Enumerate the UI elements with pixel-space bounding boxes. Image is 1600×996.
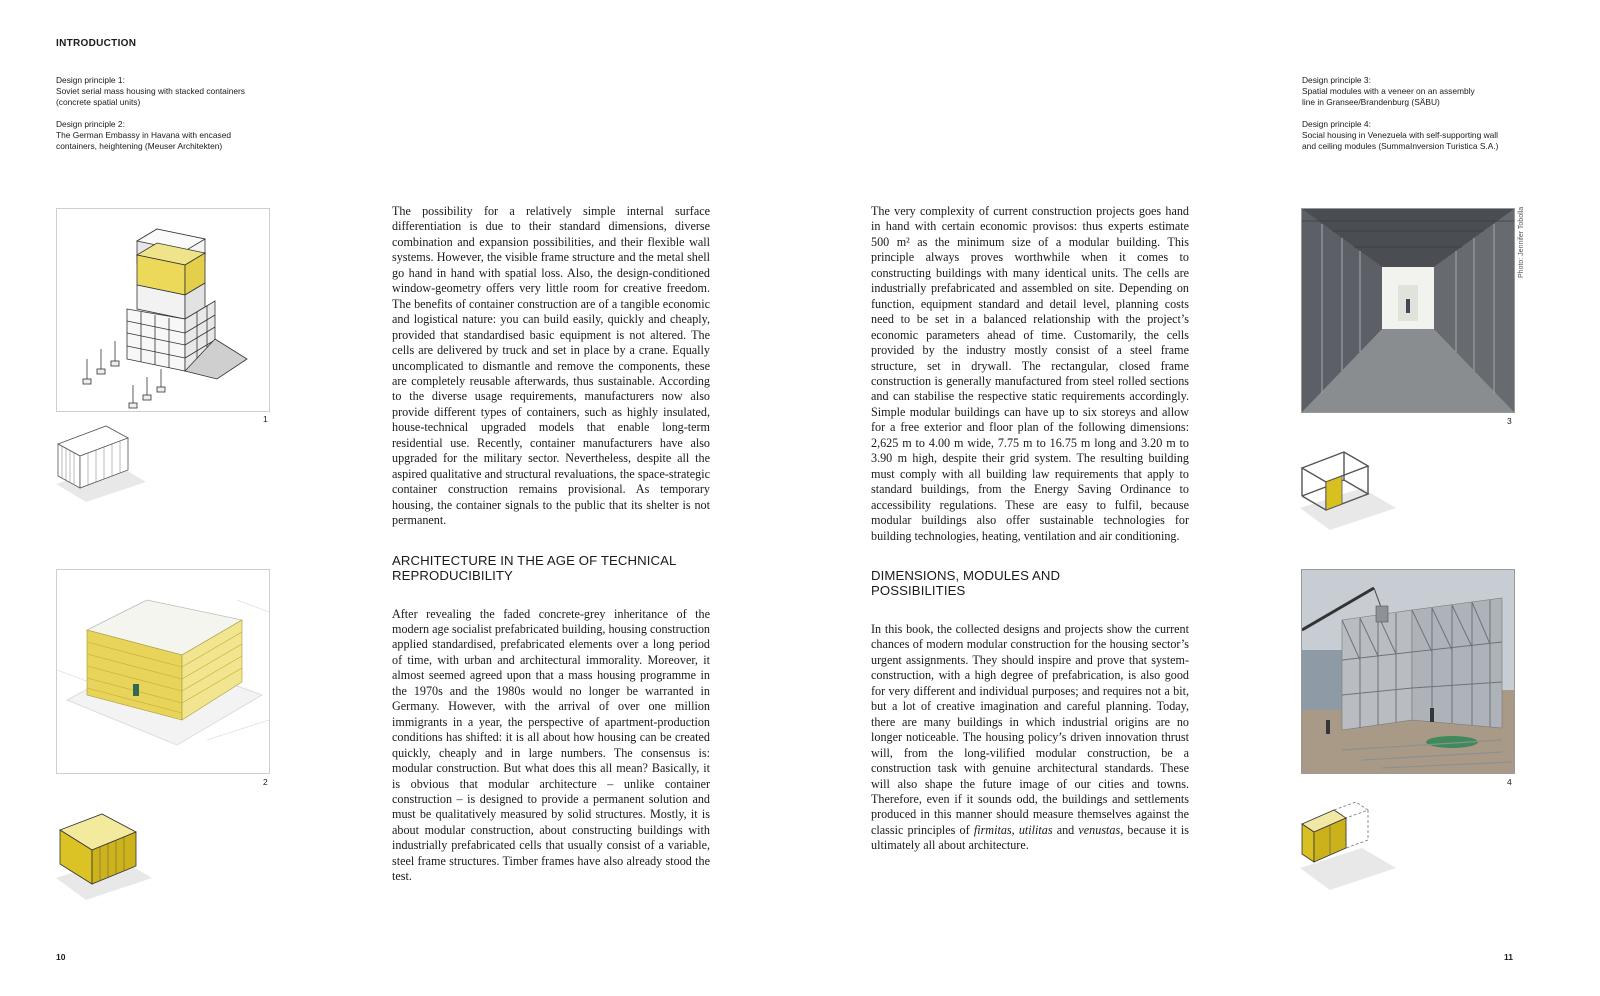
construction-site-photo [1302, 570, 1514, 773]
separator: and [1052, 822, 1079, 837]
caption-title: Design principle 2: [56, 119, 125, 129]
encased-container-icon [56, 808, 156, 908]
caption-body: Social housing in Venezuela with self-supporting wall and ceiling modules (SummaInversion Turistica S.A.) [1302, 130, 1499, 152]
page-number-right: 11 [1504, 952, 1513, 962]
figure-number-2: 2 [263, 777, 268, 787]
caption-design-principle-4 [1302, 119, 1532, 153]
caption-body: Soviet serial mass housing with stacked containers (concrete spatial units) [56, 86, 245, 108]
paragraph: The very complexity of current construction projects goes hand in hand with certain economic provisos: thus experts estimate 500 m² as the minimum size of a modular building. This principle always proves worthwhile when it comes to constructing buildings with many identical units. The cells are industrially prefabricated and assembled on site. Depending on function, equipment standard and detail level, planning costs need to be set in a balanced relationship with the project’s economic parameters ahead of time. Customarily, the cells provided by the industry mostly consist of a steel frame structure, set in drywall. The rectangular, closed frame construction is generally manufactured from steel rolled sections and can stabilise the respective static requirements accordingly. Simple modular buildings can have up to six storeys and allow for a free exterior and floor plan of the following dimensions: 2,625 m to 4.00 m wide, 7.75 m to 16.75 m long and 3.20 m to 3.90 m high, despite their grid system. The resulting building must comply with all building law requirements that apply to standard buildings, from the Energy Saving Ordinance to accessibility regulations. These are easy to fulfil, because modular buildings also offer sustainable technologies for building technologies, heating, ventilation and air conditioning. [871, 204, 1189, 543]
wall-ceiling-module-icon [1300, 798, 1400, 898]
assembly-corridor-photo [1302, 209, 1514, 412]
caption-design-principle-2 [56, 119, 271, 153]
stacked-housing-illustration [57, 209, 269, 411]
module-frame-veneer-icon [1300, 438, 1400, 538]
caption-design-principle-3 [1302, 75, 1532, 109]
container-wireframe-icon [56, 424, 156, 519]
caption-body: Spatial modules with a veneer on an assembly line in Gransee/Brandenburg (SÄBU) [1302, 86, 1475, 108]
figure-2-embassy [56, 569, 270, 774]
figure-number-3: 3 [1507, 416, 1512, 426]
paragraph-text: , because it is ultimately all about architecture. [871, 822, 1189, 853]
separator: , [1011, 822, 1019, 837]
latin-term: utilitas [1018, 822, 1053, 837]
figure-4-construction-site-photo [1301, 569, 1515, 774]
paragraph: After revealing the faded concrete-grey inheritance of the modern age socialist prefabricated building, housing construction applied standardised, prefabricated elements over a long period of time, with urban and architectural immorality. Moreover, it almost seemed agreed upon that a mass housing programme in the 1970s and the 1980s would no longer be warranted in Germany. However, with the arrival of over one million immigrants in a year, the perspective of apartment-production conditions has shifted: it is all about how housing can be created quickly, cheaply and in large numbers. The consensus is: modular construction. But what does this all mean? Basically, it is obvious that modular architecture – unlike container construction – is designed to provide a permanent solution and must be qualitatively measured by solid structures. Mostly, it is about modular construction, about constructing buildings with industrially prefabricated cells that usually consist of a variable, steel frame structures. Timber frames have also already stood the test. [392, 606, 710, 884]
latin-term: venustas [1078, 822, 1121, 837]
paragraph [871, 622, 1189, 854]
figure-number-1: 1 [263, 414, 268, 424]
figure-number-4: 4 [1507, 777, 1512, 787]
paragraph: The possibility for a relatively simple internal surface differentiation is due to their standard dimensions, diverse combination and expansion possibilities, and their flexible wall systems. However, the visible frame structure and the metal shell go hand in hand with spatial loss. Also, the design-conditioned window-geometry offers very little room for creative freedom. The benefits of container construction are of a tangible economic and logistical nature: you can build easily, quickly and cheaply, provided that standardised basic equipment is not altered. The cells are delivered by truck and set in place by a crane. Equally uncomplicated to dismantle and remove the components, these are completely reusable afterwards, thus sustainable. According to the diverse usage requirements, manufacturers now also provide different types of containers, such as highly insulated, house-technical upgraded models that enable long-term residential use. Recently, container manufacturers have also upgraded for the military sector. Nevertheless, despite all the aspired qualitative and structural revaluations, the space-strategic container construction remains provisional. As temporary housing, the container signals to the public that its shelter is not permanent. [392, 204, 710, 528]
section-heading: DIMENSIONS, MODULES AND POSSIBILITIES [871, 567, 1061, 598]
photo-credit: Photo: Jennifer Tobolla [1518, 206, 1525, 278]
caption-design-principle-1 [56, 75, 271, 109]
paragraph-text: In this book, the collected designs and projects show the current chances of modern modular construction for the housing sector’s urgent assignments. They should inspire and prove that system-construction, with a high degree of prefabrication, is also good for very different and individual purposes; and requires not a bit, but a lot of creative imagination and careful planning. Today, there are many buildings in which industrial origins are no longer noticeable. The housing policy’s driven innovation thrust will, from the long-vilified modular construction, be a construction task with genuine architectural standards. These will also shape the future image of our cities and towns. Therefore, even if it sounds odd, the buildings and settlements produced in this manner should measure themselves against the classic principles of [871, 621, 1189, 837]
figure-3-assembly-line-photo [1301, 208, 1515, 413]
caption-body: The German Embassy in Havana with encased containers, heightening (Meuser Architekten) [56, 130, 232, 152]
page-number-left: 10 [56, 952, 66, 962]
caption-title: Design principle 4: [1302, 119, 1371, 129]
figure-1-stacked-housing [56, 208, 270, 412]
latin-term: firmitas [973, 822, 1012, 837]
section-label: INTRODUCTION [56, 38, 137, 49]
text-column-left [392, 204, 710, 885]
embassy-illustration [57, 570, 269, 773]
text-column-right [871, 204, 1189, 854]
caption-title: Design principle 1: [56, 75, 125, 85]
section-heading: ARCHITECTURE IN THE AGE OF TECHNICAL REPRODUCIBILITY [392, 552, 677, 583]
caption-title: Design principle 3: [1302, 75, 1371, 85]
